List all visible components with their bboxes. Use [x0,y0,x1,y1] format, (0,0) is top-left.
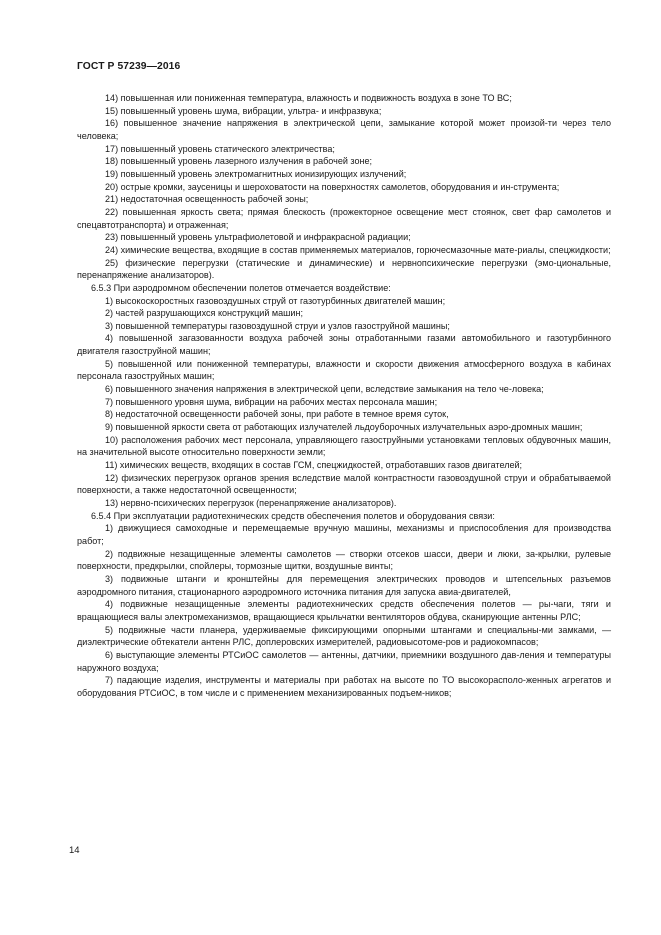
paragraph: 1) движущиеся самоходные и перемещаемые вручную машины, механизмы и приспособления для производства работ; [77,523,611,546]
paragraph: 22) повышенная яркость света; прямая блескость (прожекторное освещение мест стоянок, свет фар самолетов и спецавтотранспорта) и отраженная; [77,206,611,230]
paragraph: 11) химических веществ, входящих в состав ГСМ, спецжидкостей, отработавших газов двигателей; [105,460,523,471]
paragraph: 17) повышенный уровень статического электричества; [105,143,335,154]
paragraph: 3) повышенной температуры газовоздушной струи и узлов газоструйной машины; [105,320,450,331]
document-body [77,92,611,700]
paragraph: 5) повышенной или пониженной температуры, влажности и скорости движения атмосферного воздуха в кабинах персонала газоструйных машин; [77,358,611,382]
paragraph: 12) физических перегрузок органов зрения вследствие малой контрастности газовоздушной струи и обрабатываемой поверхности, а также недостаточной освещенности; [77,472,611,496]
paragraph: 20) острые кромки, заусеницы и шероховатости на поверхностях самолетов, оборудования и ин-струмента; [105,181,560,192]
paragraph: 18) повышенный уровень лазерного излучения в рабочей зоне; [105,156,373,167]
paragraph: 21) недостаточная освещенность рабочей зоны; [105,194,309,205]
paragraph: 14) повышенная или пониженная температура, влажность и подвижность воздуха в зоне ТО ВС; [105,93,512,103]
paragraph: 6) выступающие элементы РТСиОС самолетов — антенны, датчики, приемники воздушного дав-ления и температуры наружного воздуха; [77,649,611,673]
document-header: ГОСТ Р 57239—2016 [77,61,181,72]
paragraph: 24) химические вещества, входящие в состав применяемых материалов, горючесмазочные мате-риалы, спецжидкости; [105,244,611,255]
section-heading: 6.5.3 При аэродромном обеспечении полетов отмечается воздействие: [91,282,391,293]
page-number: 14 [69,845,80,856]
paragraph: 4) подвижные незащищенные элементы радиотехнических средств обеспечения полетов — ры-чаги, тяги и вращающиеся валы электромеханизмов, вращающиеся крыльчатки вентиляторов обдува, сканирующие антенны РЛС; [77,599,611,622]
paragraph: 2) частей разрушающихся конструкций машин; [105,308,303,319]
section-heading: 6.5.4 При эксплуатации радиотехнических средств обеспечения полетов и оборудования связи: [91,510,495,521]
paragraph: 15) повышенный уровень шума, вибрации, ультра- и инфразвука; [105,105,382,116]
paragraph: 6) повышенного значения напряжения в электрической цепи, вследствие замыкания на тело че-ловека; [105,384,544,395]
paragraph: 7) повышенного уровня шума, вибрации на рабочих местах персонала машин; [105,396,438,407]
paragraph: 25) физические перегрузки (статические и динамические) и нервнопсихические перегрузки (эмо-циональные, перенапряжение анализаторов). [77,257,611,281]
paragraph: 5) подвижные части планера, удерживаемые фиксирующими опорными штангами и специальны-ми замками, — диэлектрические обтекатели антенн РЛС, доплеровских измерителей, радиовысотоме-ров и радиокомпасов; [77,624,611,648]
paragraph: 1) высокоскоростных газовоздушных струй от газотурбинных двигателей машин; [105,295,446,306]
paragraph: 3) подвижные штанги и кронштейны для перемещения электрических проводов и штепсельных разъемов аэродромного питания, стационарного аэродромного источника питания для запуска авиа-двигателей, [77,573,611,597]
paragraph: 7) падающие изделия, инструменты и материалы при работах на высоте по ТО высокорасполо-женных агрегатов и оборудования РТСиОС, в том числе и с применением механизированных подъем-ников; [77,675,611,698]
paragraph: 8) недостаточной освещенности рабочей зоны, при работе в темное время суток, [105,409,449,420]
paragraph: 19) повышенный уровень электромагнитных ионизирующих излучений; [105,168,407,179]
paragraph: 13) нервно-психических перегрузок (перенапряжение анализаторов). [105,498,397,508]
paragraph: 4) повышенной загазованности воздуха рабочей зоны отработанными газами автомобильного и газотурбинного двигателя газоструйной машин; [77,333,611,357]
paragraph: 9) повышенной яркости света от работающих излучателей льдоуборочных излучательных аэро-дромных машин; [105,422,583,433]
paragraph: 16) повышенное значение напряжения в электрической цепи, замыкание которой может произой-ти через тело человека; [77,118,611,141]
paragraph: 10) расположения рабочих мест персонала, управляющего газоструйными установками тепловых обдувочных машин, на значительной высоте относительно поверхности земли; [77,434,611,458]
paragraph: 23) повышенный уровень ультрафиолетовой и инфракрасной радиации; [105,232,411,243]
paragraph: 2) подвижные незащищенные элементы самолетов — створки отсеков шасси, двери и люки, за-крылки, рулевые поверхности, предкрылки, спойлеры, тормозные щитки, воздушные винты; [77,548,611,572]
